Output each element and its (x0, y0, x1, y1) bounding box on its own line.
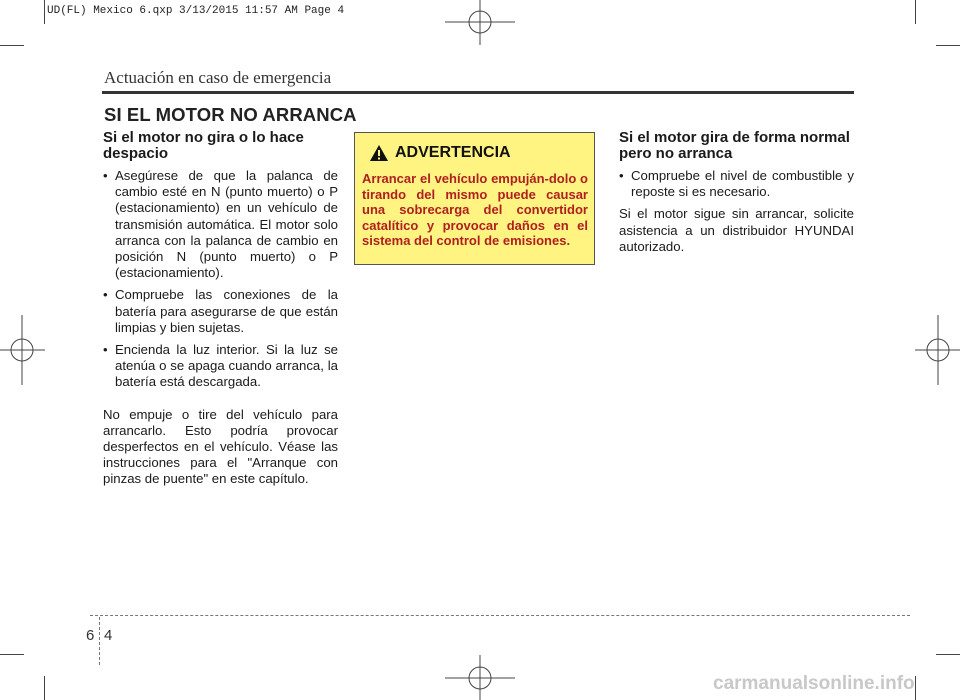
left-paragraph: No empuje o tire del vehículo para arrancarlo. Esto podría provocar desperfectos en el vehículo. Véase las instrucciones para el "Arranque con pinzas de puente" en este capítulo. (103, 406, 338, 487)
page-title: SI EL MOTOR NO ARRANCA (104, 104, 357, 125)
right-column (619, 130, 854, 255)
print-slug: UD(FL) Mexico 6.qxp 3/13/2015 11:57 AM Page 4 (47, 5, 345, 17)
right-heading: Si el motor gira de forma normal pero no arranca (619, 129, 850, 162)
list-item: • Encienda la luz interior. Si la luz se atenúa o se apaga cuando arranca, la batería está descargada. (103, 342, 338, 391)
warning-title: ADVERTENCIA (395, 144, 511, 161)
warning-text: Arrancar el vehículo empuján-dolo o tirando del mismo puede causar una sobrecarga del convertidor catalítico y provocar daños en el sistema del control de emisiones. (362, 171, 588, 249)
list-item: • Asegúrese de que la palanca de cambio esté en N (punto muerto) o P (estacionamiento) en un vehículo de transmisión automática. El motor solo arranca con la palanca de cambio en posición N (punto muerto) o P (estacionamiento). (103, 168, 338, 281)
header-rule (102, 91, 854, 94)
chapter-number: 6 (86, 627, 95, 644)
left-column (103, 130, 338, 488)
left-heading: Si el motor no gira o lo hace despacio (103, 129, 304, 162)
footer-rule (90, 615, 910, 616)
warning-header (369, 143, 511, 163)
page-number-separator (99, 617, 101, 665)
section-header: Actuación en caso de emergencia (104, 68, 332, 87)
list-item: • Compruebe las conexiones de la batería para asegurarse de que están limpias y bien sujetas. (103, 287, 338, 336)
watermark: carmanualsonline.info (713, 673, 915, 694)
right-paragraph: Si el motor sigue sin arrancar, solicite asistencia a un distribuidor HYUNDAI autorizado. (619, 206, 854, 254)
warning-triangle-icon (369, 144, 389, 162)
warning-box (354, 132, 595, 265)
page-number: 4 (104, 627, 113, 644)
list-item: • Compruebe el nivel de combustible y reposte si es necesario. (619, 168, 854, 200)
